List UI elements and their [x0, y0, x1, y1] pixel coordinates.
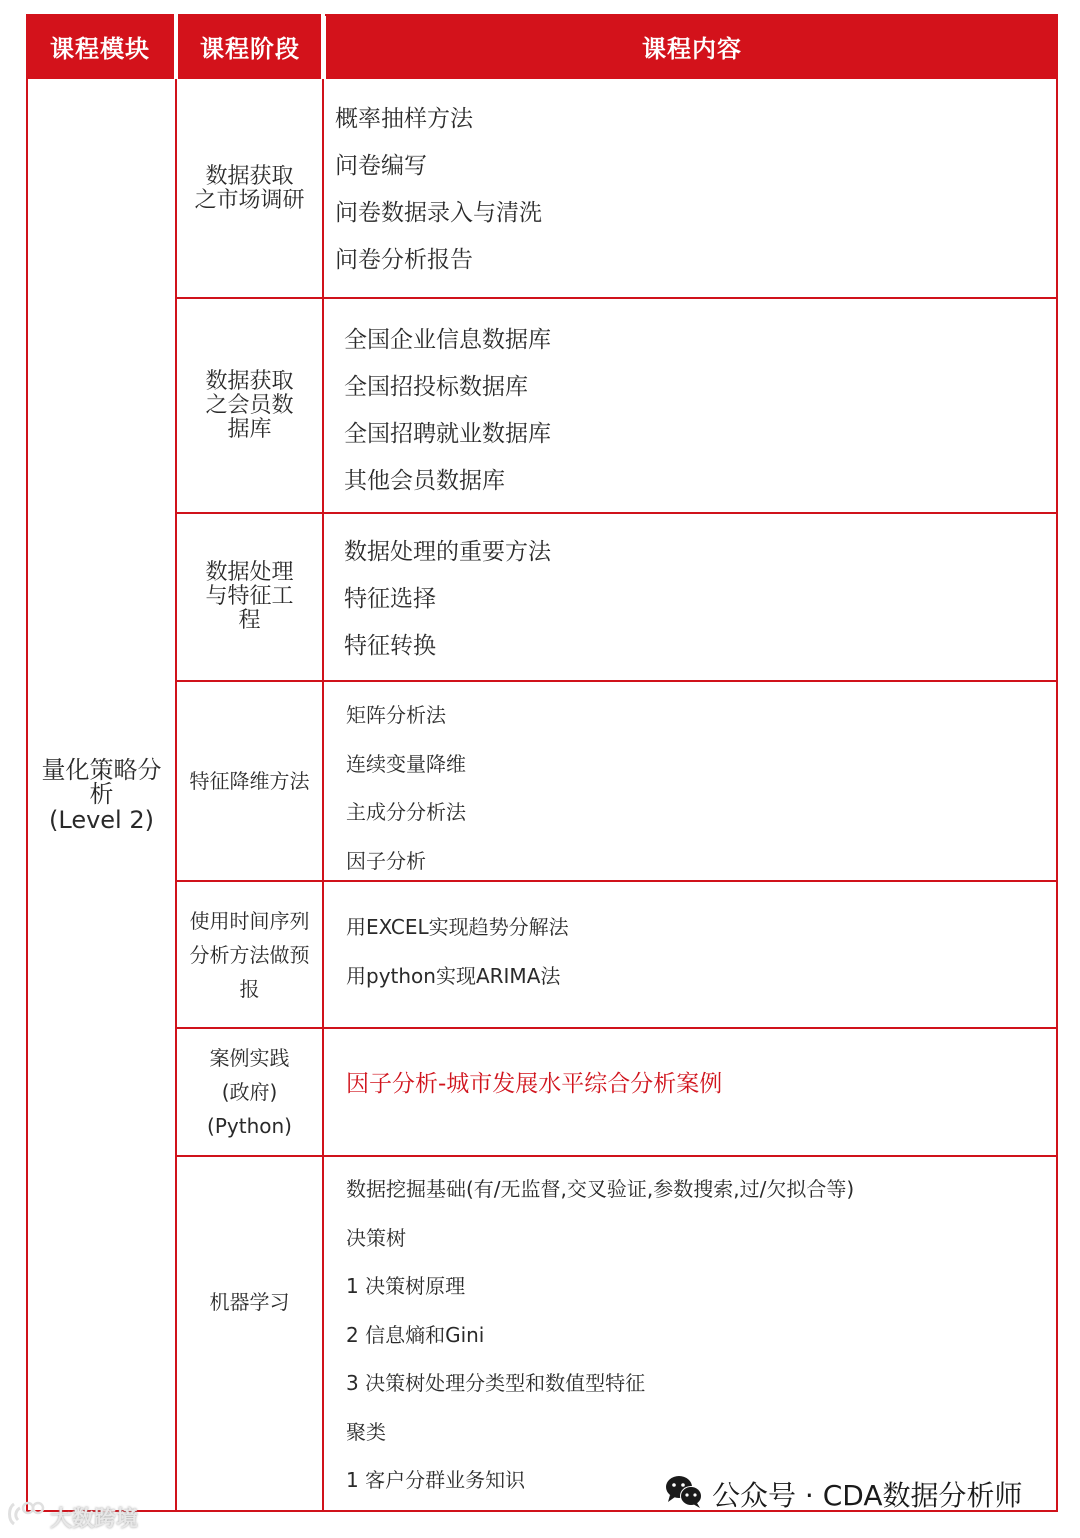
- stage-line: 数据获取: [205, 368, 294, 394]
- content-item: 问卷分析报告: [335, 247, 473, 273]
- stage-cell: [177, 80, 322, 297]
- stage-line: 据库: [227, 416, 272, 442]
- watermark-left-text: 大数跨境: [50, 1506, 139, 1532]
- content-cell: [346, 1066, 722, 1102]
- content-item: 因子分析: [346, 848, 426, 873]
- content-cell: [346, 691, 466, 885]
- content-cell: [346, 903, 569, 1000]
- case-study-item: 因子分析-城市发展水平综合分析案例: [346, 1071, 723, 1097]
- content-item: 3 决策树处理分类型和数值型特征: [346, 1371, 646, 1395]
- stage-cell: [177, 1157, 322, 1447]
- header-divider: [174, 14, 178, 79]
- content-cell: [335, 96, 542, 284]
- content-item: 概率抽样方法: [335, 106, 473, 132]
- stage-line: 分析方法做预: [189, 942, 310, 967]
- content-item: 数据挖掘基础(有/无监督,交叉验证,参数搜索,过/欠拟合等): [346, 1177, 855, 1201]
- header-stage-label: 课程阶段: [200, 35, 300, 63]
- stage-cell: [177, 299, 322, 512]
- stage-line: 报: [239, 976, 260, 1001]
- stage-line: 特征降维方法: [189, 769, 310, 793]
- watermark-left: [6, 1500, 138, 1534]
- header-module: [26, 14, 174, 79]
- content-cell: [344, 529, 551, 670]
- header-divider: [321, 14, 325, 79]
- stage-line: 程: [238, 608, 261, 633]
- content-item: 其他会员数据库: [344, 468, 505, 494]
- content-item: 问卷数据录入与清洗: [335, 200, 542, 226]
- content-item: 2 信息熵和Gini: [346, 1322, 485, 1347]
- wechat-icon: [664, 1473, 704, 1516]
- module-name-line1: 量化策略分: [41, 756, 162, 784]
- content-item: 聚类: [346, 1419, 386, 1444]
- content-cell: [344, 317, 551, 505]
- module-name-line2: 析: [89, 780, 114, 808]
- content-cell: [346, 1165, 854, 1505]
- stage-line: (政府): [221, 1080, 278, 1104]
- stage-cell: [177, 1029, 322, 1155]
- content-item: 用python实现ARIMA法: [346, 963, 561, 988]
- module-level: (Level 2): [49, 806, 154, 834]
- stage-line: 数据获取: [205, 163, 294, 189]
- stage-line: 使用时间序列: [189, 908, 310, 933]
- header-content-label: 课程内容: [642, 35, 742, 63]
- content-item: 数据处理的重要方法: [344, 539, 551, 565]
- watermark-right: [664, 1474, 1022, 1514]
- content-item: 连续变量降维: [346, 751, 466, 776]
- module-cell: [28, 80, 175, 1510]
- stage-line: 与特征工: [205, 584, 294, 609]
- stage-line: 机器学习: [209, 1290, 290, 1314]
- content-item: 主成分分析法: [346, 800, 466, 824]
- header-content: [326, 14, 1058, 79]
- content-item: 特征转换: [344, 633, 436, 659]
- content-item: 1 决策树原理: [346, 1274, 466, 1298]
- brand-logo-icon: [6, 1500, 46, 1534]
- content-item: 1 客户分群业务知识: [346, 1468, 526, 1492]
- stage-line: (Python): [207, 1114, 292, 1138]
- content-item: 矩阵分析法: [346, 703, 446, 727]
- watermark-right-text: 公众号 · CDA数据分析师: [712, 1479, 1023, 1512]
- header-stage: [178, 14, 322, 79]
- content-item: 全国招投标数据库: [344, 374, 528, 400]
- stage-cell: [177, 682, 322, 880]
- stage-line: 案例实践: [209, 1046, 290, 1070]
- content-item: 全国招聘就业数据库: [344, 421, 551, 447]
- column-divider: [322, 79, 324, 1512]
- content-item: 问卷编写: [335, 153, 427, 179]
- stage-line: 数据处理: [205, 560, 294, 585]
- stage-line: 之市场调研: [194, 187, 305, 213]
- content-item: 特征选择: [344, 586, 436, 612]
- content-item: 决策树: [346, 1225, 406, 1250]
- content-item: 全国企业信息数据库: [344, 327, 551, 353]
- stage-cell: [177, 882, 322, 1027]
- stage-cell: [177, 514, 322, 680]
- content-item: 用EXCEL实现趋势分解法: [346, 915, 569, 939]
- header-module-label: 课程模块: [50, 35, 150, 63]
- stage-line: 之会员数: [205, 392, 294, 418]
